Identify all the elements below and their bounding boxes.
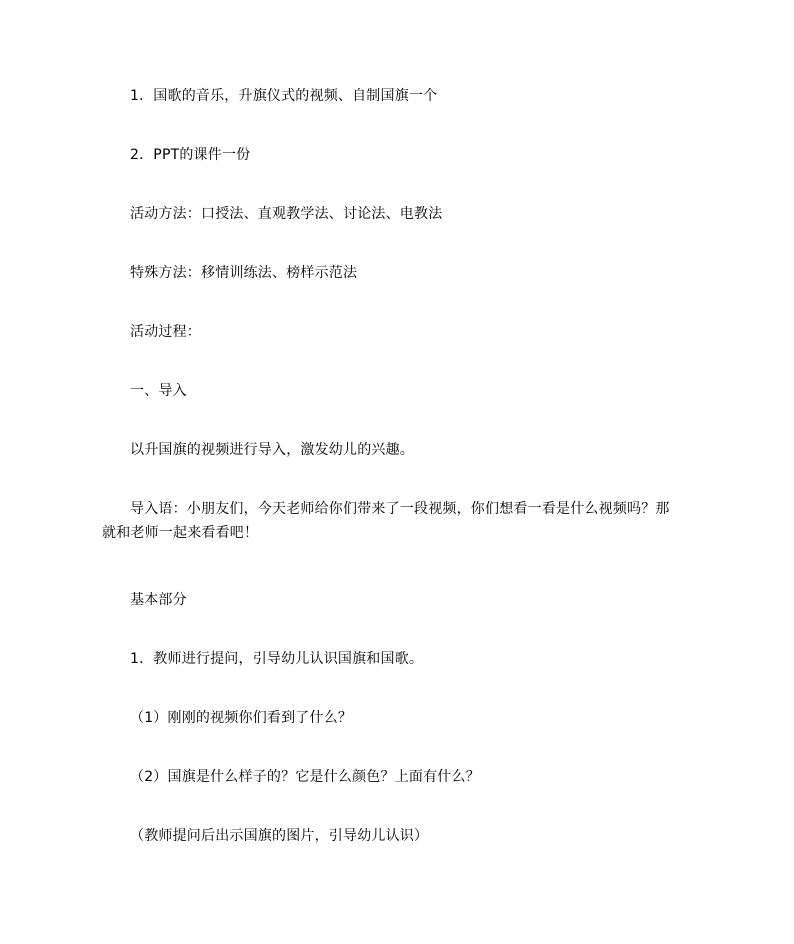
paragraph-introduction-video: 以升国旗的视频进行导入，激发幼儿的兴趣。 [130,442,414,458]
paragraph-materials-1: 1．国歌的音乐，升旗仪式的视频、自制国旗一个 [130,88,438,104]
heading-introduction: 一、导入 [130,383,187,399]
paragraph-question-1: （1）刚刚的视频你们看到了什么？ [130,710,353,726]
paragraph-activity-process: 活动过程： [130,324,201,340]
paragraph-question-2: （2）国旗是什么样子的？它是什么颜色？上面有什么？ [130,769,480,785]
paragraph-special-methods: 特殊方法：移情训练法、榜样示范法 [130,265,358,281]
heading-basic-part: 基本部分 [130,592,187,608]
paragraph-teacher-note: （教师提问后出示国旗的图片，引导幼儿认识） [130,828,429,844]
paragraph-teacher-question: 1．教师进行提问，引导幼儿认识国旗和国歌。 [130,651,424,667]
paragraph-materials-2: 2．PPT的课件一份 [130,147,251,163]
paragraph-activity-methods: 活动方法：口授法、直观教学法、讨论法、电教法 [130,206,443,222]
paragraph-introduction-speech: 导入语：小朋友们，今天老师给你们带来了一段视频，你们想看一看是什么视频吗？那就和老师一起来看看吧！ [102,501,670,541]
